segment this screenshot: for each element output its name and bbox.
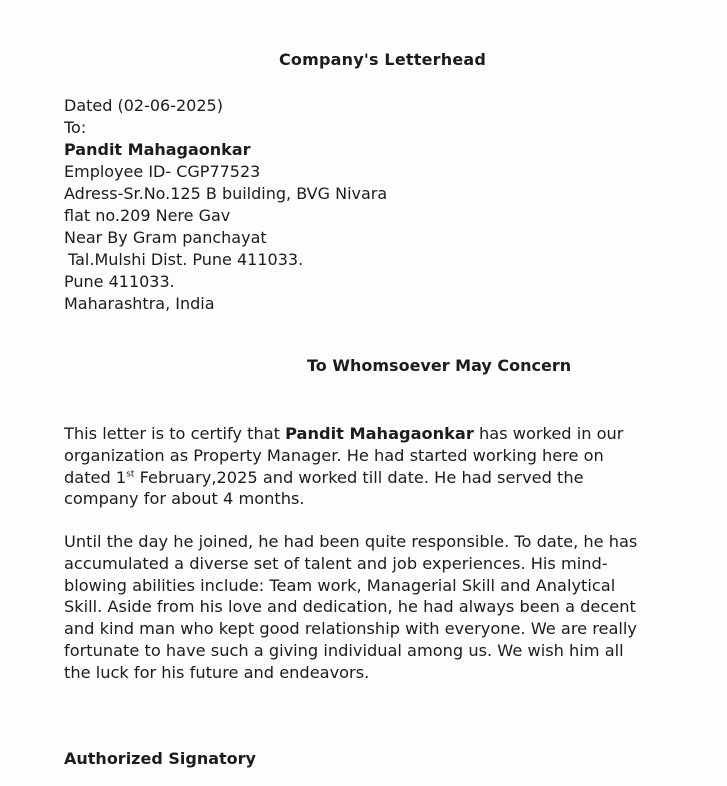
recipient-address-block bbox=[64, 95, 387, 315]
address-line-2: flat no.209 Nere Gav bbox=[64, 206, 231, 225]
character-paragraph bbox=[64, 531, 704, 684]
employee-id: Employee ID- CGP77523 bbox=[64, 162, 261, 181]
paragraph-line: and kind man who kept good relationship with everyone. We are really bbox=[64, 619, 637, 639]
paragraph-line bbox=[64, 423, 704, 445]
address-line-3: Near By Gram panchayat bbox=[64, 228, 267, 247]
paragraph-line: Skill. Aside from his love and dedication, he had always been a decent bbox=[64, 597, 636, 617]
to-line: To: bbox=[64, 118, 87, 137]
paragraph-line: organization as Property Manager. He had started working here on bbox=[64, 445, 604, 465]
text-segment: has worked in our bbox=[473, 424, 624, 443]
recipient-name: Pandit Mahagaonkar bbox=[64, 140, 251, 159]
paragraph-line: company for about 4 months. bbox=[64, 489, 305, 509]
text-segment: This letter is to certify that bbox=[64, 424, 286, 443]
ordinal-suffix: st bbox=[126, 469, 135, 480]
paragraph-line: blowing abilities include: Team work, Managerial Skill and Analytical bbox=[64, 575, 616, 595]
text-segment: dated 1 bbox=[64, 467, 127, 487]
paragraph-line: the luck for his future and endeavors. bbox=[64, 662, 370, 682]
address-line-6: Maharashtra, India bbox=[64, 294, 215, 313]
certification-paragraph bbox=[64, 423, 704, 510]
address-line-1: Adress-Sr.No.125 B building, BVG Nivara bbox=[64, 184, 388, 203]
address-line-5: Pune 411033. bbox=[64, 272, 175, 291]
paragraph-line: fortunate to have such a giving individual among us. We wish him all bbox=[64, 640, 624, 660]
subject-heading: To Whomsoever May Concern bbox=[307, 356, 572, 375]
paragraph-line bbox=[64, 467, 704, 489]
letterhead-title: Company's Letterhead bbox=[278, 50, 487, 69]
text-segment: February,2025 and worked till date. He had served the bbox=[134, 467, 584, 487]
paragraph-line: accumulated a diverse set of talent and job experiences. His mind- bbox=[64, 553, 608, 573]
address-line-4: Tal.Mulshi Dist. Pune 411033. bbox=[68, 250, 304, 269]
paragraph-line: Until the day he joined, he had been quite responsible. To date, he has bbox=[64, 532, 638, 551]
date-line: Dated (02-06-2025) bbox=[64, 96, 223, 115]
authorized-signatory: Authorized Signatory bbox=[64, 749, 256, 768]
employee-name-inline: Pandit Mahagaonkar bbox=[285, 424, 474, 443]
